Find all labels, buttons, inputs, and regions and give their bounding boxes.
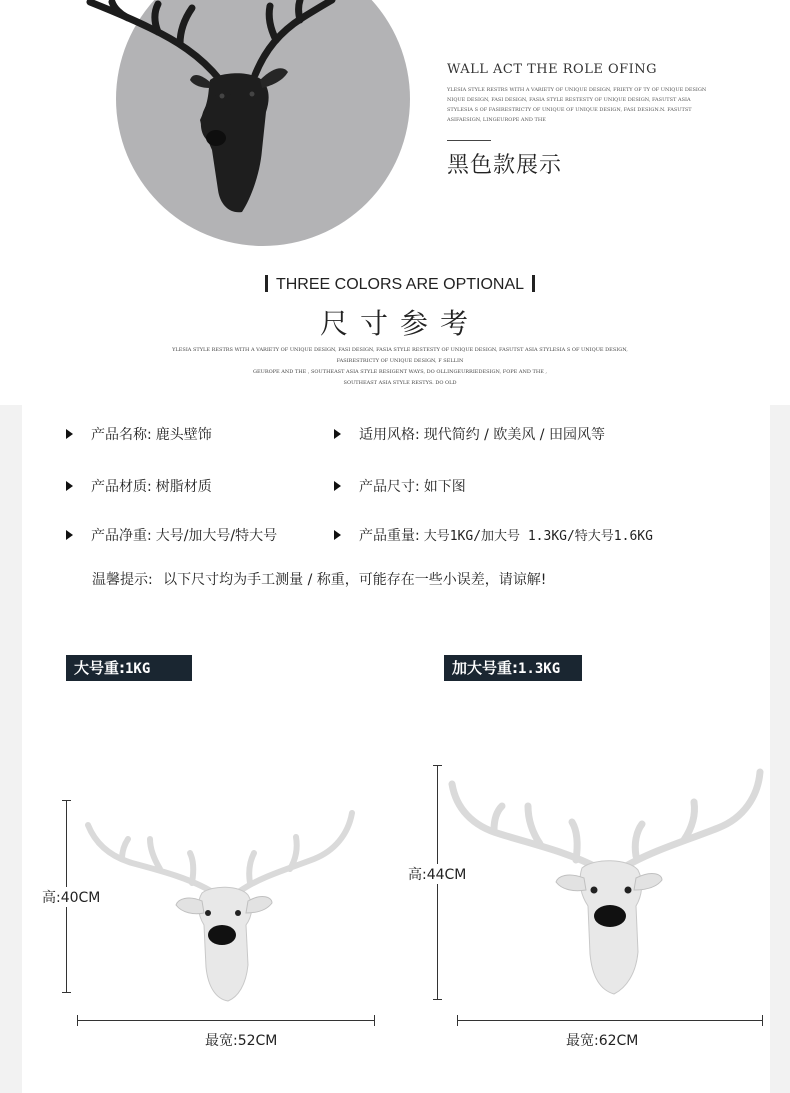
large-height-label: 高:40CM xyxy=(42,887,100,907)
xlarge-weight-tag: 加大号重:1.3KG xyxy=(444,655,582,681)
right-side-strip xyxy=(770,405,790,1093)
three-colors-heading xyxy=(0,275,790,294)
bullet-triangle-icon xyxy=(334,429,341,439)
warm-tip xyxy=(92,569,546,589)
large-width-line xyxy=(77,1020,375,1021)
size-desc-line: YLESIA STYLE RESTRS WITH A VARIETY OF UNIQUE DESIGN, FASI DESIGN, FASIA STYLE RESTESTY OF UNIQUE DESIGN, FASUTST ASIA STYLESIA S OF UNIQUE DESIGN, FASIRESTRICTY OF UNIQUE DESIGN, F SELLIN xyxy=(172,347,628,364)
spec-weight: 产品重量: 大号1KG/加大号 1.3KG/特大号1.6KG xyxy=(334,525,653,545)
white-deer-xlarge-image xyxy=(448,768,766,1000)
size-reference-title: 尺寸参考 xyxy=(319,307,480,340)
large-weight-tag: 大号重:1KG xyxy=(66,655,192,681)
large-width-tick-right xyxy=(374,1015,375,1026)
size-reference-description xyxy=(165,345,635,389)
bracket-bar-left xyxy=(265,275,268,292)
tip-label: 温馨提示: xyxy=(92,572,153,588)
bullet-triangle-icon xyxy=(66,429,73,439)
bullet-triangle-icon xyxy=(334,530,341,540)
left-side-strip xyxy=(0,405,22,1093)
top-banner xyxy=(0,0,790,405)
wall-title: WALL ACT THE ROLE OFING xyxy=(447,62,658,77)
large-width-label: 最宽:52CM xyxy=(205,1033,278,1049)
spec-size: 产品尺寸: 如下图 xyxy=(334,476,466,496)
black-style-heading: 黑色款展示 xyxy=(447,153,563,178)
divider xyxy=(447,140,491,141)
xlarge-width-line xyxy=(457,1020,763,1021)
spec-style: 适用风格: 现代简约 / 欧美风 / 田园风等 xyxy=(334,424,605,444)
bracket-bar-right xyxy=(532,275,535,292)
xlarge-width-label: 最宽:62CM xyxy=(566,1033,639,1049)
xlarge-height-tick-top xyxy=(433,765,442,766)
xlarge-width-tick-left xyxy=(457,1015,458,1026)
large-height-tick-top xyxy=(62,800,71,801)
bullet-triangle-icon xyxy=(66,481,73,491)
spec-net-weight: 产品净重: 大号/加大号/特大号 xyxy=(66,525,277,545)
xlarge-height-label: 高:44CM xyxy=(408,864,466,884)
large-width-tick-left xyxy=(77,1015,78,1026)
large-height-tick-bottom xyxy=(62,992,71,993)
spec-material: 产品材质: 树脂材质 xyxy=(66,476,212,496)
bullet-triangle-icon xyxy=(334,481,341,491)
xlarge-width-tick-right xyxy=(762,1015,763,1026)
spec-product-name: 产品名称: 鹿头壁饰 xyxy=(66,424,212,444)
size-desc-line: GEUROPE AND THE , SOUTHEAST ASIA STYLE RESIGENT WAYS, DO OLLINGEURRIEDESIGN, FOPE AND THE , xyxy=(252,369,548,375)
wall-description: YLESIA STYLE RESTRS WITH A VARIETY OF UNIQUE DESIGN, FRIETY OF TY OF UNIQUE DESIGN NIQUE DESIGN, FASI DESIGN, FASIA STYLE RESTESTY OF UNIQUE DESIGN, FASUTST ASIA STYLESIA S OF FASIRESTRICTY OF UNIQUE OF UNIQUE DESIGN, FASI DESIGN.N. FASUTST ASIFAESIGN, LINGEUROPE AND THE xyxy=(447,87,707,123)
three-colors-text: THREE COLORS ARE OPTIONAL xyxy=(275,276,525,293)
white-deer-large-image xyxy=(82,805,357,1005)
xlarge-height-tick-bottom xyxy=(433,999,442,1000)
size-desc-line: SOUTHEAST ASIA STYLE RESTYS. DO OLD xyxy=(343,380,457,386)
bullet-triangle-icon xyxy=(66,530,73,540)
black-deer-head-image xyxy=(70,0,350,220)
tip-text: 以下尺寸均为手工测量 / 称重，可能存在一些小误差，请谅解! xyxy=(163,572,547,588)
